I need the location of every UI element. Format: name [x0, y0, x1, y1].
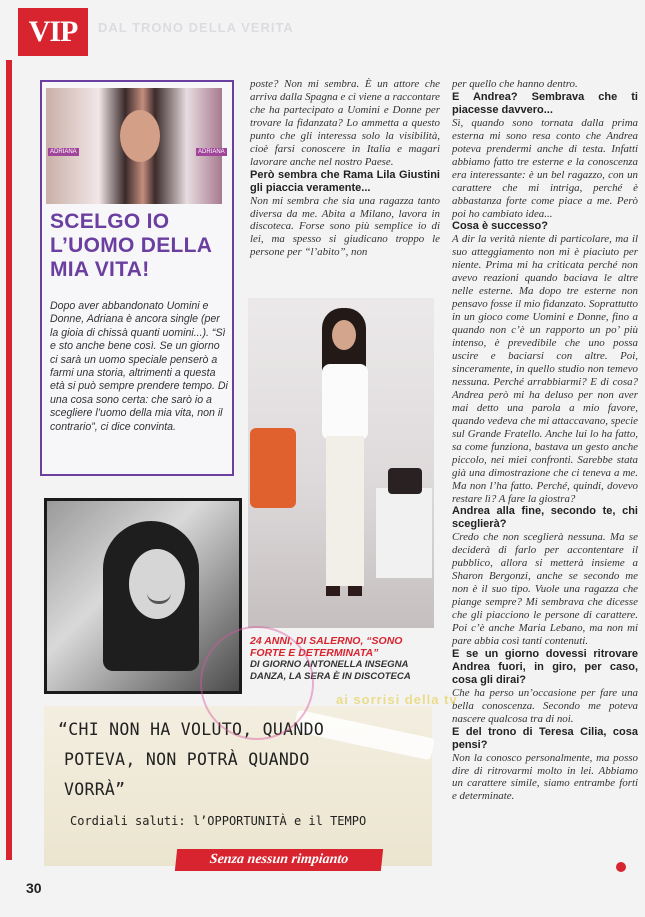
handbag — [388, 468, 422, 494]
interview-answer: poste? Non mi sembra. È un attore che arriva dalla Spagna e ci viene a raccontare che ha partecipato a Uomini e Donne per trovare la fidanzata? Lo ammetta a questo punto che gli interessa solo la visibilità, cioè farsi conoscere in Italia e magari lavorare anche nel nostro Paese. — [250, 78, 440, 168]
photo-tag: ADRIANA — [198, 149, 225, 155]
sidebar-intro: Dopo aver abbandonato Uomini e Donne, Adriana è ancora single (per la gioia di chissà quanti uomini...). “Sì e sto anche bene così. Se un giorno ci sarà un uomo speciale penserò a farmi una storia, altrimenti a questa età si può sempre prendere tempo. Di una cosa sono certa: che sarò io a scegliere l’uomo della mia vita, non il contrario”, ci dice convinta. — [50, 300, 228, 433]
interview-question: E Andrea? Sembrava che ti piacesse davvero... — [452, 90, 638, 116]
watermark-stamp — [200, 626, 314, 740]
shoe — [326, 586, 340, 596]
white-table — [376, 488, 432, 578]
header-ghost-title: DAL TRONO DELLA VERITA — [98, 20, 294, 35]
article-column-3 — [452, 78, 638, 803]
page-number: 30 — [26, 880, 42, 896]
tv-studio-photo — [46, 88, 225, 204]
photo-tag: ADRIANA — [50, 149, 77, 155]
article-end-mark — [616, 862, 626, 872]
article-column-2 — [250, 78, 440, 259]
interview-question: E se un giorno dovessi ritrovare Andrea fuori, in giro, per caso, cosa gli dirai? — [452, 647, 638, 686]
note-line: POTEVA, NON POTRÀ QUANDO — [64, 750, 310, 769]
interview-answer: Sì, quando sono tornata dalla prima esterna mi sono resa conto che Andrea poteva prendermi anche di testa. Infatti abbiamo fatto tre esterne e la conoscenza era interessante: è un bel ragazzo, con un carattere che mi intriga, perché è abbastanza forte come piace a me. Però poi ho cambiato idea... — [452, 116, 638, 220]
note-signature: Cordiali saluti: l’OPPORTUNITÀ e il TEMPO — [70, 814, 367, 828]
note-line: VORRÀ” — [64, 780, 126, 799]
interview-question: Cosa è successo? — [452, 220, 548, 233]
interview-answer: Che ha perso un’occasione per fare una bella conoscenza. Secondo me poteva nascere qualcosa tra di noi. — [452, 686, 638, 725]
white-top — [322, 364, 368, 440]
interview-answer: Non la conosco personalmente, ma posso dire di ritrovarmi molto in lei. Abbiamo un carattere simile, siamo entrambe forti e determinate. — [452, 751, 638, 803]
interview-answer: Credo che non sceglierà nessuna. Ma se deciderà di farlo per accontentare il pubblico, allora si metterà insieme a Sharon Bergonzi, anche se secondo me non è il suo tipo. Vuole una ragazza che piange sempre? Mi sembrava che dicesse che gli piacciono le persone di carattere. Poi c’è anche Maria Lebano, ma non mi pare abbia così tanti contenuti. — [452, 531, 638, 647]
selfie-head — [332, 320, 356, 350]
selfie-photo — [248, 298, 434, 628]
caption-title: 24 ANNI, DI SALERNO, “SONO FORTE E DETERMINATA” — [250, 635, 403, 659]
sidebar-headline: SCELGO IO L’UOMO DELLA MIA VITA! — [50, 210, 212, 281]
interview-question: Andrea alla fine, secondo te, chi sceglierà? — [452, 505, 638, 531]
watermark-text: ai sorrisi della tv — [336, 692, 458, 707]
orange-chair — [250, 428, 296, 508]
note-line: “CHI NON HA VOLUTO, QUANDO — [58, 720, 325, 739]
portrait-face — [129, 549, 185, 619]
interview-question: E del trono di Teresa Cilia, cosa pensi? — [452, 725, 638, 751]
interview-answer: per quello che hanno dentro. — [452, 78, 578, 90]
interview-question: Però sembra che Rama Lila Giustini gli piaccia veramente... — [250, 168, 440, 194]
white-pants — [326, 436, 364, 586]
photo-face — [120, 110, 160, 162]
shoe — [348, 586, 362, 596]
caption-body: DI GIORNO ANTONELLA INSEGNA DANZA, LA SERA È IN DISCOTECA — [250, 659, 411, 682]
quote-banner: Senza nessun rimpianto — [175, 849, 383, 871]
interview-answer: A dir la verità niente di particolare, ma il suo atteggiamento non mi è piaciuto per niente. Prima mi ha criticata perché non avevo reazioni quando baciava le altre nelle esterne. Ma dopo tre esterne non pensavo fosse il mio fidanzato. Soprattutto in un gioco come Uomini e Donne, fino a quando non c’è un rapporto un po’ più intenso, è prevedibile che uno possa uscire e baciarsi con altre. Poi, sinceramente, in quello studio non temevo nessuna. Perché arrabbiarmi? E di cosa? Andrea però mi ha deluso per non aver mai detto una parola a mio favore, quando vedeva che mi attaccavano, specie sul Grande Fratello. Anche lui lo ha fatto, sa come funziona, bastava un gesto anche piccolo, nei miei confronti. Sarebbe stata già una dimostrazione che ci teneva a me. Ma non l’ha fatto. Perché, quindi, dovevo restare lì? A fare la giostra? — [452, 233, 638, 505]
interview-answer: Non mi sembra che sia una ragazza tanto diversa da me. Abita a Milano, lavora in discoteca. Forse sono più semplice io di lei, ma spesso si giudicano troppo le persone per “l’abito”, non — [250, 194, 440, 259]
left-accent-bar — [6, 60, 12, 860]
vip-logo: VIP — [18, 8, 88, 56]
